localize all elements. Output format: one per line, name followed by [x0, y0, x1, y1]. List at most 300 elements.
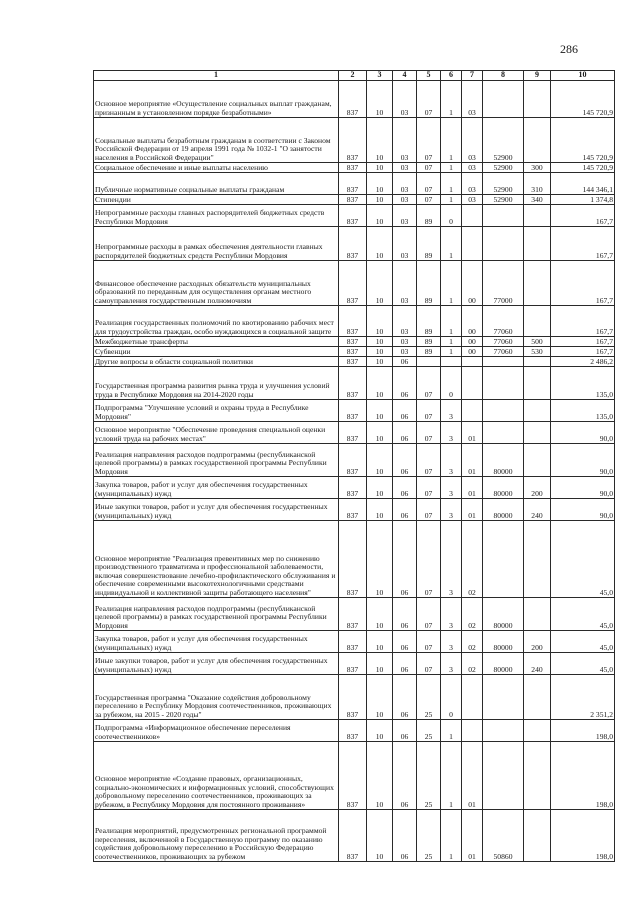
cell-program: 89: [417, 205, 441, 227]
header-cell: 3: [367, 71, 393, 81]
row-name-cell: Закупка товаров, работ и услуг для обеспечения государственных (муниципальных) нужд: [94, 631, 339, 653]
cell-activity: 01: [462, 810, 483, 862]
cell-activity: [462, 675, 483, 720]
table-row: [94, 81, 615, 118]
cell-section: 10: [367, 742, 393, 810]
cell-ministry: 837: [339, 444, 367, 477]
cell-subprogram: 3: [441, 521, 462, 598]
cell-amount: 198,0: [551, 742, 615, 810]
header-cell: 1: [94, 71, 339, 81]
cell-subprogram: 1: [441, 810, 462, 862]
cell-program: [417, 357, 441, 367]
cell-expense-type: 310: [524, 173, 551, 195]
cell-direction: 52900: [483, 163, 524, 173]
cell-ministry: 837: [339, 306, 367, 337]
cell-section: 10: [367, 400, 393, 422]
cell-activity: 00: [462, 261, 483, 306]
cell-expense-type: [524, 81, 551, 118]
cell-program: 07: [417, 400, 441, 422]
cell-subprogram: 1: [441, 261, 462, 306]
cell-section: 10: [367, 205, 393, 227]
header-cell: 8: [483, 71, 524, 81]
cell-subprogram: 0: [441, 205, 462, 227]
cell-direction: 77060: [483, 347, 524, 357]
cell-subsection: 06: [393, 675, 417, 720]
cell-amount: 45,0: [551, 631, 615, 653]
cell-section: 10: [367, 163, 393, 173]
cell-amount: 198,0: [551, 720, 615, 742]
cell-amount: 167,7: [551, 337, 615, 347]
cell-program: 07: [417, 444, 441, 477]
cell-ministry: 837: [339, 357, 367, 367]
header-cell: 9: [524, 71, 551, 81]
cell-ministry: 837: [339, 598, 367, 631]
cell-direction: [483, 720, 524, 742]
cell-subsection: 06: [393, 810, 417, 862]
cell-program: 89: [417, 337, 441, 347]
page-number: 286: [560, 42, 578, 56]
cell-subsection: 06: [393, 742, 417, 810]
cell-section: 10: [367, 631, 393, 653]
row-name-cell: Государственная программа развития рынка труда и улучшения условий труда в Республике Мордовия на 2014-2020 годы: [94, 367, 339, 400]
row-name-cell: Социальные выплаты безработным гражданам в соответствии с Законом Российской Федерации от 19 апреля 1991 года № 1032-1 "О занятости населения в Российской Федерации": [94, 118, 339, 163]
row-name-cell: Основное мероприятие "Обеспечение проведения специальной оценки условий труда на рабочих местах": [94, 422, 339, 444]
cell-activity: [462, 400, 483, 422]
cell-expense-type: [524, 742, 551, 810]
cell-activity: 02: [462, 653, 483, 675]
cell-expense-type: 240: [524, 653, 551, 675]
table-row: [94, 227, 615, 261]
table-row: [94, 653, 615, 675]
cell-expense-type: [524, 444, 551, 477]
cell-direction: [483, 400, 524, 422]
cell-program: 25: [417, 810, 441, 862]
cell-activity: [462, 205, 483, 227]
table-body: [94, 81, 615, 862]
cell-amount: 198,0: [551, 810, 615, 862]
cell-ministry: 837: [339, 400, 367, 422]
cell-expense-type: [524, 205, 551, 227]
row-name-cell: Закупка товаров, работ и услуг для обеспечения государственных (муниципальных) нужд: [94, 477, 339, 499]
cell-subprogram: 1: [441, 118, 462, 163]
header-row: [94, 71, 615, 81]
cell-amount: 45,0: [551, 598, 615, 631]
cell-activity: 02: [462, 521, 483, 598]
table-row: [94, 477, 615, 499]
cell-subsection: 06: [393, 357, 417, 367]
cell-section: 10: [367, 337, 393, 347]
cell-subprogram: 3: [441, 653, 462, 675]
cell-program: 07: [417, 653, 441, 675]
cell-ministry: 837: [339, 173, 367, 195]
table-row: [94, 675, 615, 720]
cell-section: 10: [367, 367, 393, 400]
cell-subprogram: 1: [441, 81, 462, 118]
cell-program: 25: [417, 742, 441, 810]
cell-activity: 03: [462, 81, 483, 118]
cell-ministry: 837: [339, 227, 367, 261]
row-name-cell: Межбюджетные трансферты: [94, 337, 339, 347]
cell-section: 10: [367, 653, 393, 675]
cell-subsection: 03: [393, 337, 417, 347]
cell-direction: 77060: [483, 337, 524, 347]
cell-section: 10: [367, 675, 393, 720]
cell-program: 89: [417, 227, 441, 261]
cell-section: 10: [367, 444, 393, 477]
cell-ministry: 837: [339, 631, 367, 653]
table-row: [94, 367, 615, 400]
cell-amount: 144 346,1: [551, 173, 615, 195]
cell-subsection: 03: [393, 205, 417, 227]
cell-activity: 03: [462, 173, 483, 195]
row-name-cell: Основное мероприятие «Создание правовых, организационных, социально-экономических и информационных условий, способствующих добровольному переселению соотечественников, проживающих за рубежом, в Республику Мордовия для постоянного проживания»: [94, 742, 339, 810]
cell-program: 07: [417, 81, 441, 118]
cell-subsection: 06: [393, 367, 417, 400]
row-name-cell: Основное мероприятие "Реализация превентивных мер по снижению производственного травматизма и профессиональной заболеваемости, включая совершенствование лечебно-профилактического обслуживания и обеспечение современными высокотехнологичными средствами индивидуальной и коллективной защиты работающего населения": [94, 521, 339, 598]
cell-direction: 80000: [483, 477, 524, 499]
table-row: [94, 422, 615, 444]
table-row: [94, 444, 615, 477]
row-name-cell: Основное мероприятие «Осуществление социальных выплат гражданам, признанным в установленном порядке безработными»: [94, 81, 339, 118]
cell-amount: 90,0: [551, 444, 615, 477]
cell-subsection: 06: [393, 444, 417, 477]
cell-direction: 52900: [483, 195, 524, 205]
row-name-cell: Реализация направления расходов подпрограммы (республиканской целевой программы) в рамках государственной программы Республики Мордовия: [94, 444, 339, 477]
cell-amount: 145 720,9: [551, 163, 615, 173]
cell-expense-type: [524, 306, 551, 337]
cell-direction: [483, 742, 524, 810]
row-name-cell: Публичные нормативные социальные выплаты гражданам: [94, 173, 339, 195]
table-row: [94, 195, 615, 205]
cell-subsection: 06: [393, 653, 417, 675]
cell-subsection: 06: [393, 521, 417, 598]
cell-subsection: 03: [393, 261, 417, 306]
cell-expense-type: [524, 720, 551, 742]
cell-amount: 45,0: [551, 521, 615, 598]
cell-direction: [483, 227, 524, 261]
cell-activity: [462, 367, 483, 400]
cell-expense-type: [524, 521, 551, 598]
cell-direction: 77000: [483, 261, 524, 306]
cell-direction: 80000: [483, 653, 524, 675]
table-row: [94, 261, 615, 306]
row-name-cell: Субвенции: [94, 347, 339, 357]
cell-ministry: 837: [339, 521, 367, 598]
table-row: [94, 499, 615, 521]
cell-amount: 90,0: [551, 477, 615, 499]
cell-direction: [483, 675, 524, 720]
row-name-cell: Стипендии: [94, 195, 339, 205]
header-cell: 2: [339, 71, 367, 81]
cell-subsection: 03: [393, 163, 417, 173]
row-name-cell: Социальное обеспечение и иные выплаты населению: [94, 163, 339, 173]
cell-subprogram: 1: [441, 195, 462, 205]
cell-amount: 2 486,2: [551, 357, 615, 367]
cell-section: 10: [367, 227, 393, 261]
cell-section: 10: [367, 261, 393, 306]
row-name-cell: Другие вопросы в области социальной политики: [94, 357, 339, 367]
cell-subprogram: 1: [441, 227, 462, 261]
header-cell: 6: [441, 71, 462, 81]
cell-expense-type: 200: [524, 477, 551, 499]
cell-amount: 145 720,9: [551, 118, 615, 163]
cell-activity: 00: [462, 306, 483, 337]
cell-amount: 45,0: [551, 653, 615, 675]
header-cell: 5: [417, 71, 441, 81]
cell-expense-type: [524, 422, 551, 444]
cell-activity: 02: [462, 631, 483, 653]
cell-section: 10: [367, 499, 393, 521]
cell-direction: [483, 521, 524, 598]
cell-program: 07: [417, 163, 441, 173]
cell-expense-type: 500: [524, 337, 551, 347]
cell-amount: 167,7: [551, 306, 615, 337]
cell-direction: [483, 357, 524, 367]
cell-activity: 03: [462, 163, 483, 173]
cell-subprogram: 1: [441, 306, 462, 337]
cell-section: 10: [367, 306, 393, 337]
cell-activity: [462, 720, 483, 742]
cell-section: 10: [367, 195, 393, 205]
cell-activity: 03: [462, 118, 483, 163]
row-name-cell: Реализация направления расходов подпрограммы (республиканской целевой программы) в рамках государственной программы Республики Мордовия: [94, 598, 339, 631]
cell-section: 10: [367, 357, 393, 367]
cell-expense-type: [524, 810, 551, 862]
cell-subprogram: 1: [441, 173, 462, 195]
cell-ministry: 837: [339, 337, 367, 347]
cell-ministry: 837: [339, 367, 367, 400]
cell-subsection: 06: [393, 598, 417, 631]
row-name-cell: Государственная программа "Оказание содействия добровольному переселению в Республику Мордовия соотечественников, проживающих за рубежом, на 2015 - 2020 годы": [94, 675, 339, 720]
cell-direction: [483, 81, 524, 118]
cell-program: 07: [417, 173, 441, 195]
cell-subsection: 06: [393, 477, 417, 499]
cell-activity: 01: [462, 499, 483, 521]
cell-subprogram: 3: [441, 598, 462, 631]
cell-direction: 80000: [483, 598, 524, 631]
cell-ministry: 837: [339, 477, 367, 499]
cell-direction: [483, 205, 524, 227]
cell-subsection: 03: [393, 195, 417, 205]
cell-program: 25: [417, 720, 441, 742]
cell-direction: 80000: [483, 631, 524, 653]
cell-direction: 50860: [483, 810, 524, 862]
cell-subsection: 03: [393, 306, 417, 337]
cell-ministry: 837: [339, 347, 367, 357]
cell-program: 07: [417, 499, 441, 521]
cell-activity: 00: [462, 347, 483, 357]
cell-ministry: 837: [339, 499, 367, 521]
cell-section: 10: [367, 81, 393, 118]
table-row: [94, 337, 615, 347]
row-name-cell: Подпрограмма «Информационное обеспечение переселения соотечественников»: [94, 720, 339, 742]
row-name-cell: Иные закупки товаров, работ и услуг для обеспечения государственных (муниципальных) нужд: [94, 653, 339, 675]
row-name-cell: Подпрограмма "Улучшение условий и охраны труда в Республике Мордовия": [94, 400, 339, 422]
cell-ministry: 837: [339, 810, 367, 862]
cell-activity: 01: [462, 444, 483, 477]
row-name-cell: Реализация мероприятий, предусмотренных региональной программой переселения, включенной в Государственную программу по оказанию содействия добровольному переселению в Российскую Федерацию соотечественников, проживающих за рубежом: [94, 810, 339, 862]
cell-expense-type: [524, 400, 551, 422]
cell-section: 10: [367, 173, 393, 195]
cell-amount: 167,7: [551, 261, 615, 306]
cell-ministry: 837: [339, 118, 367, 163]
table-row: [94, 720, 615, 742]
cell-amount: 167,7: [551, 347, 615, 357]
row-name-cell: Непрограммные расходы главных распорядителей бюджетных средств Республики Мордовия: [94, 205, 339, 227]
table-row: [94, 521, 615, 598]
cell-section: 10: [367, 598, 393, 631]
cell-subprogram: 3: [441, 400, 462, 422]
cell-expense-type: [524, 227, 551, 261]
cell-subprogram: 1: [441, 742, 462, 810]
header-cell: 10: [551, 71, 615, 81]
cell-activity: 01: [462, 477, 483, 499]
cell-subprogram: 3: [441, 444, 462, 477]
cell-ministry: 837: [339, 195, 367, 205]
cell-subsection: 03: [393, 347, 417, 357]
table-row: [94, 306, 615, 337]
table-row: [94, 347, 615, 357]
cell-subprogram: 1: [441, 337, 462, 347]
header-cell: 7: [462, 71, 483, 81]
cell-activity: [462, 227, 483, 261]
cell-subprogram: 0: [441, 367, 462, 400]
table-row: [94, 163, 615, 173]
cell-expense-type: [524, 261, 551, 306]
cell-expense-type: [524, 598, 551, 631]
cell-expense-type: [524, 118, 551, 163]
cell-subprogram: 3: [441, 631, 462, 653]
cell-ministry: 837: [339, 81, 367, 118]
cell-direction: 80000: [483, 499, 524, 521]
cell-amount: 167,7: [551, 205, 615, 227]
cell-subsection: 03: [393, 173, 417, 195]
cell-direction: 77060: [483, 306, 524, 337]
cell-program: 07: [417, 521, 441, 598]
table-row: [94, 810, 615, 862]
cell-amount: 90,0: [551, 422, 615, 444]
cell-ministry: 837: [339, 261, 367, 306]
cell-section: 10: [367, 810, 393, 862]
cell-expense-type: [524, 357, 551, 367]
cell-program: 07: [417, 367, 441, 400]
header-cell: 4: [393, 71, 417, 81]
cell-subprogram: 3: [441, 422, 462, 444]
cell-amount: 135,0: [551, 367, 615, 400]
cell-ministry: 837: [339, 163, 367, 173]
cell-expense-type: [524, 675, 551, 720]
budget-table: [93, 70, 615, 862]
cell-program: 07: [417, 631, 441, 653]
cell-expense-type: 530: [524, 347, 551, 357]
cell-ministry: 837: [339, 675, 367, 720]
cell-program: 07: [417, 118, 441, 163]
cell-subsection: 06: [393, 631, 417, 653]
row-name-cell: Финансовое обеспечение расходных обязательств муниципальных образований по переданным для осуществления органам местного самоуправления государственным полномочиям: [94, 261, 339, 306]
table-row: [94, 631, 615, 653]
cell-amount: 167,7: [551, 227, 615, 261]
table-row: [94, 118, 615, 163]
table-row: [94, 205, 615, 227]
cell-activity: 02: [462, 598, 483, 631]
cell-ministry: 837: [339, 720, 367, 742]
cell-subprogram: 1: [441, 163, 462, 173]
row-name-cell: Непрограммные расходы в рамках обеспечения деятельности главных распорядителей бюджетных средств Республики Мордовия: [94, 227, 339, 261]
cell-program: 89: [417, 261, 441, 306]
cell-direction: [483, 422, 524, 444]
cell-subsection: 06: [393, 422, 417, 444]
cell-subsection: 06: [393, 400, 417, 422]
cell-ministry: 837: [339, 422, 367, 444]
cell-direction: 52900: [483, 173, 524, 195]
cell-section: 10: [367, 118, 393, 163]
cell-direction: 80000: [483, 444, 524, 477]
cell-subsection: 06: [393, 499, 417, 521]
cell-expense-type: 200: [524, 631, 551, 653]
cell-subsection: 06: [393, 720, 417, 742]
cell-amount: 2 351,2: [551, 675, 615, 720]
cell-program: 07: [417, 598, 441, 631]
cell-amount: 145 720,9: [551, 81, 615, 118]
cell-section: 10: [367, 422, 393, 444]
table-row: [94, 598, 615, 631]
cell-subprogram: 3: [441, 499, 462, 521]
cell-subprogram: 0: [441, 675, 462, 720]
cell-activity: 01: [462, 422, 483, 444]
cell-program: 07: [417, 422, 441, 444]
cell-expense-type: 340: [524, 195, 551, 205]
cell-subprogram: 1: [441, 347, 462, 357]
cell-subprogram: [441, 357, 462, 367]
cell-direction: [483, 367, 524, 400]
cell-subsection: 03: [393, 118, 417, 163]
cell-program: 25: [417, 675, 441, 720]
cell-subprogram: 1: [441, 720, 462, 742]
cell-ministry: 837: [339, 742, 367, 810]
cell-ministry: 837: [339, 205, 367, 227]
cell-expense-type: [524, 367, 551, 400]
table-row: [94, 742, 615, 810]
cell-expense-type: 240: [524, 499, 551, 521]
cell-program: 89: [417, 347, 441, 357]
cell-ministry: 837: [339, 653, 367, 675]
table-row: [94, 357, 615, 367]
table-row: [94, 400, 615, 422]
cell-program: 89: [417, 306, 441, 337]
cell-amount: 90,0: [551, 499, 615, 521]
cell-section: 10: [367, 347, 393, 357]
cell-activity: [462, 357, 483, 367]
row-name-cell: Реализация государственных полномочий по квотированию рабочих мест для трудоустройства граждан, особо нуждающихся в социальной защите: [94, 306, 339, 337]
cell-section: 10: [367, 521, 393, 598]
cell-activity: 01: [462, 742, 483, 810]
cell-amount: 1 374,8: [551, 195, 615, 205]
cell-subsection: 03: [393, 227, 417, 261]
cell-program: 07: [417, 195, 441, 205]
cell-subsection: 03: [393, 81, 417, 118]
cell-program: 07: [417, 477, 441, 499]
cell-section: 10: [367, 720, 393, 742]
row-name-cell: Иные закупки товаров, работ и услуг для обеспечения государственных (муниципальных) нужд: [94, 499, 339, 521]
cell-activity: 00: [462, 337, 483, 347]
table-row: [94, 173, 615, 195]
cell-expense-type: 300: [524, 163, 551, 173]
cell-activity: 03: [462, 195, 483, 205]
cell-amount: 135,0: [551, 400, 615, 422]
cell-direction: 52900: [483, 118, 524, 163]
cell-section: 10: [367, 477, 393, 499]
cell-subprogram: 3: [441, 477, 462, 499]
